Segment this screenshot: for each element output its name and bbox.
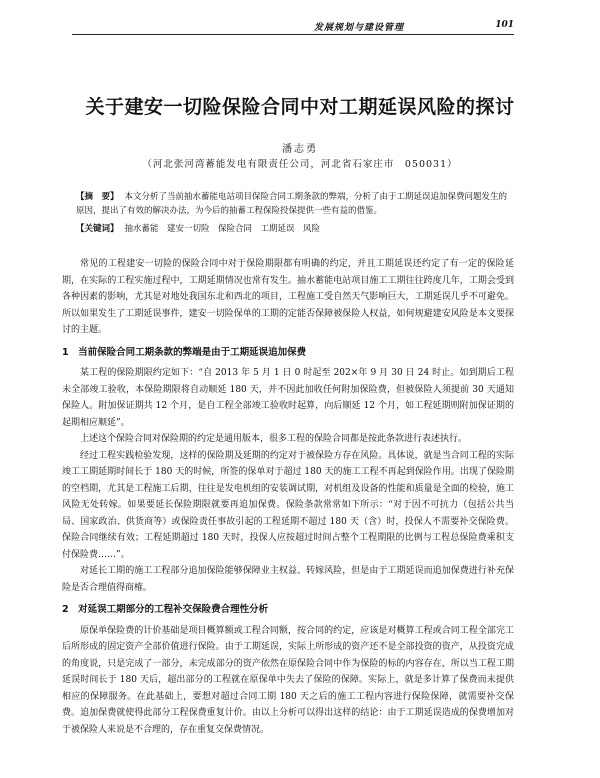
abstract-label: 【摘 要】	[76, 192, 119, 202]
author-name: 潘志勇	[282, 144, 318, 155]
abstract-text: 本文分析了当前抽水蓄能电站项目保险合同工期条款的弊端，分析了由于工期延误追加保费问题发生的原因，提出了有效的解决办法，为今后的抽蓄工程保险投保提供一些有益的借鉴。	[76, 192, 508, 216]
page-number: 101	[495, 20, 514, 30]
intro-paragraph: 常见的工程建安一切险的保险合同中对于保险期限都有明确的约定，并且工期延误还约定了有一定的保险延期，在实际的工程实施过程中，工期延期情况也常有发生。抽水蓄能电站项目施工工期往往跨度几年，工期会受到各种因素的影响，尤其是对地处我国东北和西北的项目，工程施工受自然天气影响巨大，工期延误几乎不可避免。所以如果发生了工期延误事件，建安一切险保单的工期的定能否保障被保险人权益，如何规避建安风险是本文要探讨的主题。	[62, 259, 514, 335]
paragraph: 上述这个保险合同对保险期的约定是通用版本，很多工程的保险合同都是按此条款进行表述执行。	[80, 434, 468, 444]
section-1-heading: 1 当前保险合同工期条款的弊端是由于工期延误追加保费	[62, 346, 307, 358]
keywords-label: 【关键词】	[76, 224, 119, 234]
paragraph: 原保单保险费的计价基础是项目概算额或工程合同额，按合同的约定，应该是对概算工程或合同工程全部完工后所形成的固定资产全部价值进行保险。由于工期延误，实际上所形成的资产还不是全部投资的资产，从投资完成的角度说，只是完成了一部分，未完成部分的资产依然在原保险合同中作为保险的标的内容存在，所以当工程工期延误时间长于 180 天后，超出部分的工程就在原保单中失去了保险的保障。实际上，就是多计算了保费而未提供相应的保障服务。在此基础上，要想对超过合同工期 180 天之后的施工工程内容进行保险保障，就需要补交保费。追加保费就使得此部分工程保费重复计价。由以上分析可以得出这样的结论：由于工期延误造成的保费增加对于被保险人来说是不合理的，存在重复交保费情况。	[62, 625, 514, 735]
keywords	[76, 222, 514, 234]
article-body	[62, 256, 514, 738]
abstract	[76, 190, 514, 218]
paragraph: 对延长工期的施工工程部分追加保险能够保障业主权益、转嫁风险，但是由于工期延误而追加保费进行补充保险是否合理值得商榷。	[62, 566, 514, 593]
paragraph: 经过工程实践检验发现，这样的保险期及延期的约定对于被保险方存在风险。具体说，就是当合同工程的实际竣工工期延期时间长于 180 天的时候，所签的保单对于超过 180 天的施工工程不再起到保险作用。出现了保险期的空档期，尤其是工程施工后期，往往是发电机组的安装调试期，对机组及设备的性能和质量是全面的检验，施工风险无处转嫁。如果要延长保险期限就要再追加保费。保险条款常常如下所示：“对于因不可抗力（包括公共当局、国家政治、供货商等）或保险责任事故引起的工程延期不超过 180 天（含）时，投保人不需要补交保险费。保险合同继续有效；工程延期超过 180 天时，投保人应按超过时间占整个工程期限的比例与工程总保险费乘积支付保险费……”。	[62, 450, 514, 560]
paragraph: 某工程的保险期限约定如下：“自 2013 年 5 月 1 日 0 时起至 202×年 9 月 30 日 24 时止。如到期后工程未全部竣工验收，本保险期限将自动顺延 180 天，并不因此加收任何附加保险费，但被保险人须提前 30 天通知保险人。附加保证期共 12 个月，是自工程全部竣工验收时起算，向后顺延 12 个月，如工程延期则附加保证期的起期相应顺延”。	[62, 368, 514, 428]
section-2-heading: 2 对延误工期部分的工程补交保险费合理性分析	[62, 604, 269, 615]
article-title: 关于建安一切险保险合同中对工期延误风险的探讨	[85, 96, 515, 118]
running-header	[72, 18, 514, 35]
author-affiliation: （河北张河湾蓄能发电有限责任公司，河北省石家庄市 050031）	[142, 159, 458, 170]
journal-name: 发展规划与建设管理	[313, 23, 404, 33]
keywords-text: 抽水蓄能 建安一切险 保险合同 工期延误 风险	[124, 224, 321, 234]
